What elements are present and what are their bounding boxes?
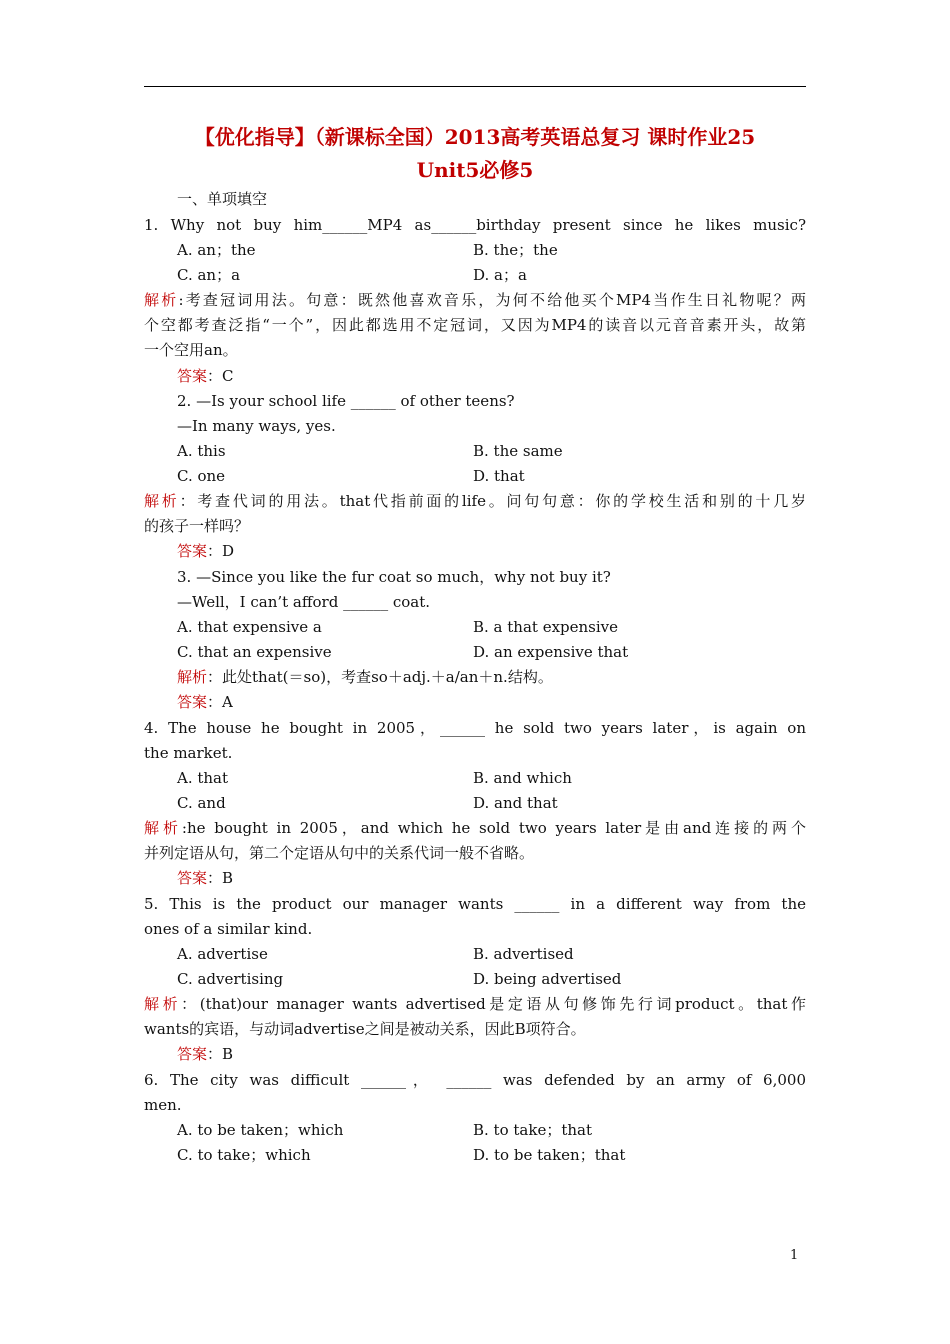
header-rule [144,86,806,87]
analysis-line: wants的宾语，与动词advertise之间是被动关系，因此B项符合。 [144,1020,586,1038]
option-b: B. a that expensive [473,618,619,636]
analysis-line: 一个空用an。 [144,341,238,359]
page-number: 1 [790,1248,799,1263]
question-3-reply: —Well，I can’t afford ______ coat. [177,593,431,611]
option-c: C. to take；which [177,1146,311,1164]
analysis-line [144,491,806,511]
analysis-text: ：(that)our manager wants advertised是定语从句修饰先行词product。that作 [181,995,806,1013]
answer-line [177,541,234,561]
analysis-text: :考查冠词用法。句意：既然他喜欢音乐，为何不给他买个MP4当作生日礼物呢？两 [178,291,806,309]
answer-value: ：B [207,1045,234,1063]
analysis-line [177,667,553,687]
analysis-line: 个空都考查泛指“一个”，因此都选用不定冠词，又因为MP4的读音以元音音素开头，故第 [144,316,806,334]
question-4-stem-cont: the market. [144,744,233,762]
option-d: D. to be taken；that [473,1146,626,1164]
answer-line [177,692,233,712]
option-d: D. being advertised [473,970,622,988]
analysis-text: :he bought in 2005，and which he sold two years later是由and连接的两个 [181,819,806,837]
document-title-line-2: Unit5必修5 [416,158,534,182]
analysis-text: ：此处that(＝so)，考查so＋adj.＋a/an＋n.结构。 [207,668,553,686]
question-4-stem: 4. The house he bought in 2005，______ he sold two years later，is again on [144,719,806,737]
answer-label: 答案 [177,693,208,711]
option-d: D. that [473,467,525,485]
question-2-stem: 2. —Is your school life ______ of other teens? [177,392,515,410]
answer-line [177,1044,233,1064]
option-b: B. the；the [473,241,558,259]
answer-label: 答案 [177,542,208,560]
answer-label: 答案 [177,367,208,385]
option-c: C. advertising [177,970,284,988]
analysis-line [144,290,806,310]
analysis-label: 解析 [144,291,179,309]
question-3-stem: 3. —Since you like the fur coat so much，why not buy it? [177,568,611,586]
option-c: C. that an expensive [177,643,332,661]
answer-value: ：B [207,869,234,887]
answer-label: 答案 [177,1045,208,1063]
question-6-stem: 6. The city was difficult ______， ______ was defended by an army of 6,000 [144,1071,806,1089]
document-title-line-1: 【优化指导】（新课标全国）2013高考英语总复习 课时作业25 [194,125,756,149]
option-d: D. a；a [473,266,527,284]
option-a: A. to be taken；which [177,1121,344,1139]
answer-value: ：D [207,542,235,560]
analysis-line [144,818,806,838]
question-6-stem-cont: men. [144,1096,182,1114]
option-d: D. and that [473,794,558,812]
option-a: A. this [177,442,226,460]
option-a: A. that [177,769,229,787]
analysis-label: 解析 [144,492,180,510]
analysis-label: 解析 [177,668,208,686]
analysis-line: 的孩子一样吗？ [144,517,250,535]
answer-label: 答案 [177,869,208,887]
option-b: B. and which [473,769,572,787]
analysis-line [144,994,806,1014]
analysis-line: 并列定语从句，第二个定语从句中的关系代词一般不省略。 [144,844,535,862]
option-c: C. an；a [177,266,241,284]
section-title: 一、单项填空 [177,190,268,208]
option-b: B. to take；that [473,1121,592,1139]
option-c: C. one [177,467,226,485]
option-c: C. and [177,794,226,812]
option-b: B. advertised [473,945,574,963]
analysis-label: 解析 [144,819,182,837]
question-1-stem: 1. Why not buy him______MP4 as______birthday present since he likes music? [144,216,806,234]
answer-value: ：A [207,693,233,711]
option-a: A. an；the [177,241,256,259]
option-d: D. an expensive that [473,643,629,661]
option-a: A. that expensive a [177,618,322,636]
answer-line [177,868,233,888]
option-b: B. the same [473,442,563,460]
question-5-stem: 5. This is the product our manager wants ______ in a different way from the [144,895,806,913]
answer-line [177,366,234,386]
question-5-stem-cont: ones of a similar kind. [144,920,313,938]
question-2-reply: —In many ways, yes. [177,417,336,435]
answer-value: ：C [207,367,234,385]
option-a: A. advertise [177,945,268,963]
analysis-text: ：考查代词的用法。that代指前面的life。问句句意：你的学校生活和别的十几岁 [179,492,806,510]
analysis-label: 解析 [144,995,182,1013]
